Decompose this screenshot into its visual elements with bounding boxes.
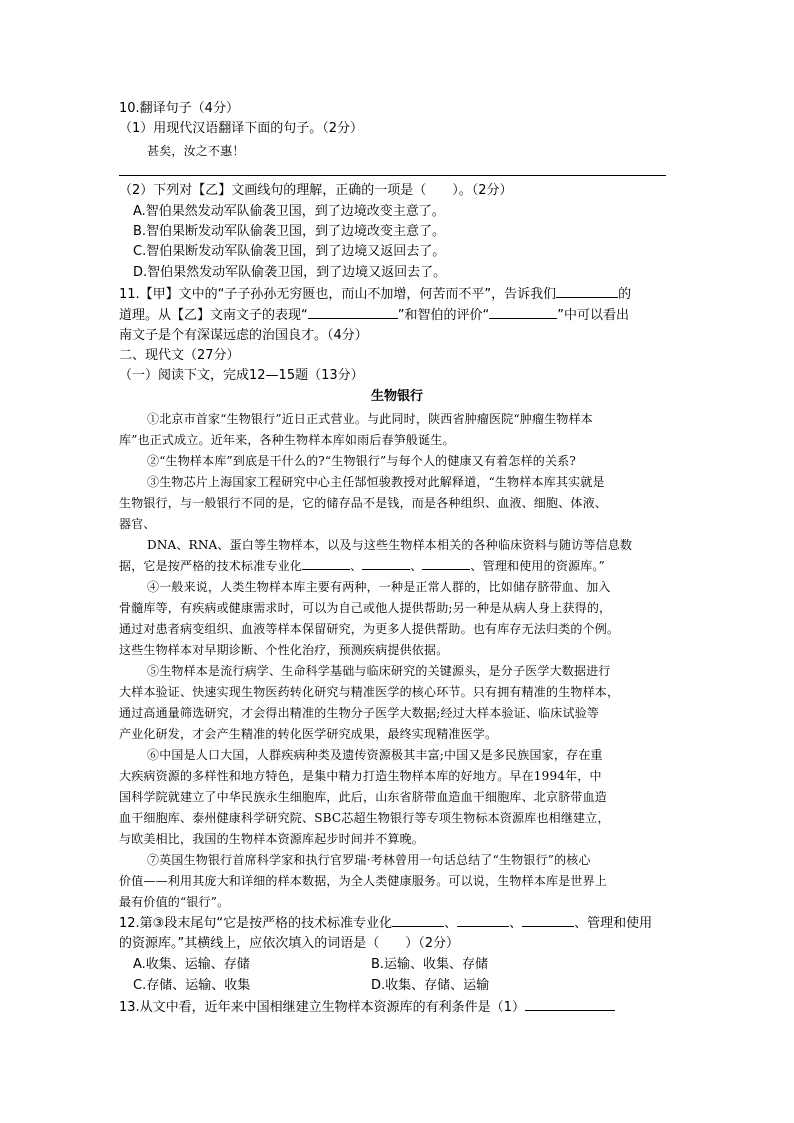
article-p5-line1: ⑤生物样本是流行病学、生命科学基础与临床研究的关键源头，是分子医学大数据进行 [147, 664, 611, 678]
q12-sep-2: 、 [509, 916, 523, 931]
q12-line1-text: 12.第③段末尾句“它是按严格的技术标准专业化 [119, 916, 393, 931]
q11-blank-3[interactable] [489, 306, 557, 319]
q10-option-c: C.智伯果断发动军队偷袭卫国，到了边境又返回去了。 [133, 244, 446, 259]
q10-sub1: （1）用现代汉语翻译下面的句子。（2分） [119, 121, 364, 136]
article-p6-line2: 大疾病资源的多样性和地方特色，是集中精力打造生物样本库的好地方。早在1994年，中 [119, 769, 602, 783]
q12-option-c: C.存储、运输、收集 [133, 978, 251, 993]
article-p3-line1: ③生物芯片上海国家工程研究中心主任郜恒骏教授对此解释道，“生物样本库其实就是 [147, 475, 605, 489]
article-title: 生物银行 [370, 389, 423, 404]
article-p3-line4: DNA、RNA、蛋白等生物样本，以及与这些生物样本相关的各种临床资料与随访等信息数 [147, 538, 633, 552]
article-blank-3 [422, 557, 470, 570]
article-p7-line1: ⑦英国生物银行首席科学家和执行官罗瑞·考林曾用一句话总结了“生物银行”的核心 [147, 853, 591, 867]
article-p7-line3: 最有价值的“银行”。 [119, 895, 230, 909]
article-sep-1: 、 [350, 559, 363, 573]
q10-sentence: 甚矣，汝之不惠！ [147, 144, 245, 158]
q12-blank-3[interactable] [522, 914, 574, 927]
article-p4-line4: 这些生物样本对早期诊断、个性化治疗，预测疾病提供依据。 [119, 643, 449, 657]
article-p3-line2: 生物银行，与一般银行不同的是，它的储存品不是钱，而是各种组织、血液、细胞、体液、 [119, 496, 608, 510]
article-p2: ②“生物样本库”到底是干什么的?“生物银行”与每个人的健康又有着怎样的关系? [147, 454, 577, 468]
section-2-heading: 二、现代文（27分） [119, 348, 240, 363]
article-p3-line5-text: 据，它是按严格的技术标准专业化 [119, 559, 303, 573]
q11-blank-1[interactable] [556, 285, 618, 298]
q10-sub2: （2）下列对【乙】文画线句的理解，正确的一项是（ ）。（2分） [119, 183, 513, 198]
q10-option-a: A.智伯果然发动军队偷袭卫国，到了边境改变主意了。 [133, 204, 445, 219]
q11-line2-text-b: ”和智伯的评价“ [397, 308, 490, 323]
q12-blank-1[interactable] [392, 914, 444, 927]
q12-sep-1: 、 [444, 916, 458, 931]
article-p4-line3: 通过对患者病变组织、血液等样本保留研究，为更多人提供帮助。也有库存无法归类的个例。 [119, 622, 620, 636]
q11-line3: 南文子是个有深谋远虑的治国良才。（4分） [119, 328, 368, 343]
q12-blank-2[interactable] [457, 914, 509, 927]
article-p6-line5: 与欧美相比，我国的生物样本资源库起步时间并不算晚。 [119, 832, 425, 846]
article-blank-2 [362, 557, 410, 570]
q10-option-d: D.智伯果然发动军队偷袭卫国，到了边境又返回去了。 [133, 265, 447, 280]
article-p6-line4: 血干细胞库、泰州健康科学研究院、SBC芯超生物银行等专项生物标本资源库也相继建立， [119, 811, 610, 825]
q12-option-a: A.收集、运输、存储 [133, 957, 250, 972]
article-p4-line1: ④一般来说，人类生物样本库主要有两种，一种是正常人群的，比如储存脐带血、加入 [147, 580, 611, 594]
article-p3-line5 [119, 557, 605, 575]
q11-line2 [119, 306, 629, 325]
article-blank-1 [302, 557, 350, 570]
article-p1-line2: 库”也正式成立。近年来，各种生物样本库如雨后春笋般诞生。 [119, 433, 455, 447]
article-p6-line3: 国科学院就建立了中华民族永生细胞库，此后，山东省脐带血造血干细胞库、北京脐带血造 [119, 790, 608, 804]
q13-blank-1[interactable] [525, 998, 615, 1011]
q12-line1 [119, 914, 652, 933]
article-sep-2: 、 [410, 559, 423, 573]
q11-line1-end: 的 [618, 287, 632, 302]
q12-line2: 的资源库。”其横线上，应依次填入的词语是（ ）（2分） [119, 936, 460, 951]
q12-line1-end: 、管理和使用 [574, 916, 653, 931]
article-p4-line2: 骨髓库等，有疾病或健康需求时，可以为自己或他人提供帮助;另一种是从病人身上获得的， [119, 601, 612, 615]
article-p5-line4: 产业化研发，才会产生精准的转化医学研究成果，最终实现精准医学。 [119, 727, 498, 741]
q10-option-b: B.智伯果断发动军队偷袭卫国，到了边境改变主意了。 [133, 224, 446, 239]
section-2-1-heading: （一）阅读下文，完成12—15题（13分） [119, 368, 364, 383]
article-p3-line3: 器官、 [119, 517, 156, 531]
q12-option-d: D.收集、存储、运输 [371, 978, 490, 993]
answer-line[interactable] [119, 175, 666, 176]
q11-line1-text: 11.【甲】文中的“子子孙孙无穷匮也，而山不加增，何苦而不平”，告诉我们 [119, 287, 557, 302]
article-p3-line5-end: 、管理和使用的资源库。” [470, 559, 605, 573]
article-p1-line1: ①北京市首家“生物银行”近日正式营业。与此同时，陕西省肿瘤医院“肿瘤生物样本 [147, 412, 594, 426]
q11-blank-2[interactable] [308, 306, 398, 319]
q11-line2-text-c: ”中可以看出 [557, 308, 629, 323]
article-p7-line2: 价值——利用其庞大和详细的样本数据，为全人类健康服务。可以说，生物样本库是世界上 [119, 874, 608, 888]
article-p6-line1: ⑥中国是人口大国，人群疾病种类及遗传资源极其丰富;中国又是多民族国家，存在重 [147, 748, 603, 762]
q12-option-b: B.运输、收集、存储 [371, 957, 489, 972]
q13-line1 [119, 998, 615, 1017]
article-p5-line2: 大样本验证、快速实现生物医药转化研究与精准医学的核心环节。只有拥有精准的生物样本， [119, 685, 620, 699]
q11-line2-text-a: 道理。从【乙】文南文子的表现“ [119, 308, 308, 323]
q11-line1 [119, 285, 631, 304]
q13-line1-text: 13.从文中看，近年来中国相继建立生物样本资源库的有利条件是（1） [119, 1000, 525, 1015]
q10-title: 10.翻译句子（4分） [119, 101, 239, 116]
article-p5-line3: 通过高通量筛选研究，才会得出精准的生物分子医学大数据;经过大样本验证、临床试验等 [119, 706, 600, 720]
